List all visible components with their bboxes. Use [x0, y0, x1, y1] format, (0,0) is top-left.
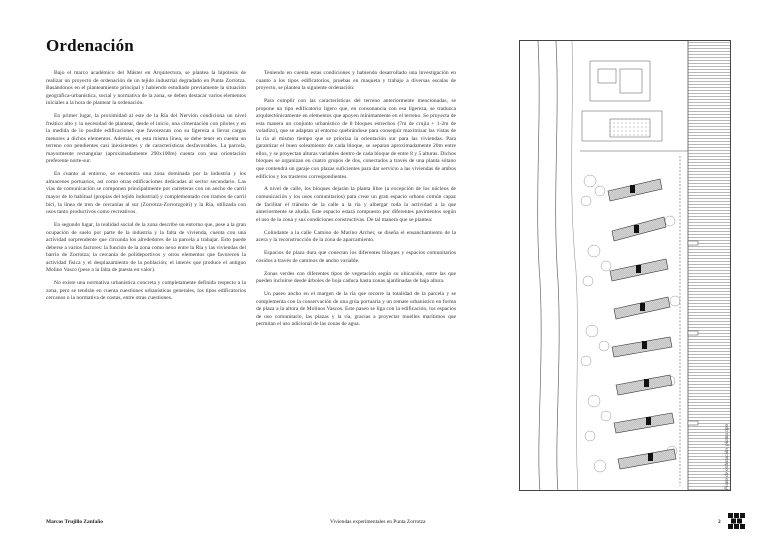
page-title: Ordenación [46, 36, 134, 55]
page-number: 2 [718, 519, 721, 525]
road-line [572, 41, 578, 491]
paragraph: En cuanto al entorno, se encuentra una zona dominada por la industria y los almacenes portuarios, así como otras edificaciones dedicadas al sector secundario. Las vías de comunicación se componen principalmente por carreteras con un ancho de carril mayor de lo habitual (propias del tejido industrial) y complementado con tramos de carril bici, la línea de tren de cercanías al sur (Zorrotza-Zorrotzgoiti) y la Ría, utilizada con usos tanto productivos como recreativos. [46, 171, 246, 216]
paragraph: A nivel de calle, los bloques dejarán la planta libre (a excepción de los núcleos de comunicación y los usos comunitarios) para crear un gran espacio urbano común capaz de facilitar el tránsito de la calle a la ría y albergar toda la actividad a la que anteriormente se aludía. Este espacio estará compuesto por diferentes pavimentos según el uso de la zona y sus condiciones constructivas. De tal manera que se plantea: [256, 186, 456, 223]
site-plan-svg [520, 41, 731, 491]
road-line [538, 41, 541, 491]
university-logo-icon [728, 513, 746, 529]
residential-blocks [608, 179, 676, 469]
paragraph: Zonas verdes con diferentes tipos de vegetación según su ubicación, entre las que pueden incluirse desde árboles de hoja caduca hasta zonas ajardinadas de baja altura. [256, 270, 456, 285]
site-plan-drawing [519, 40, 731, 491]
plan-caption-text: Plano de ordenación, planta tipo [725, 423, 730, 490]
middle-text-column [256, 70, 456, 334]
paragraph: En segundo lugar, la realidad social de la zona describe un entorno que, pese a la gran ocupación de suelo por parte de la industria y la falta de vivienda, cuenta con una actividad sorprendente que circunda los alrededores de la parcela a trabajar. Esto puede deberse a varios factores: la función de la zona como nexo entre la Ría y las viviendas del barrio de Zorrotza; la cercanía de polideportivos y otros elementos que favorecen la actividad física y el desplazamiento de la población; el interés que produce el antiguo Molino Vasco (pese a la falta de puesta en valor). [46, 222, 246, 274]
paragraph: No existe una normativa urbanística concreta y completamente definida respecto a la zona, pero se tendrán en cuenta cuestiones urbanísticas generales, los tipos edificatorios cercanos o la normativa de costas, entre otras cuestiones. [46, 280, 246, 302]
footer-author: Marcos Trujillo Zanfaño [46, 519, 103, 525]
block-8 [618, 449, 676, 469]
paragraph: Teniendo en cuenta estas condiciones y habiendo desarrollado una investigación en cuanto a los tipos edificatorios, pruebas en maqueta y trabajo a diversas escalas de proyecto, se plantea la siguiente ordenación: [256, 70, 456, 92]
block-7 [614, 413, 674, 433]
road-line [556, 41, 559, 491]
footer-project-title: Viviendas experimentales en Punta Zorrotza [330, 519, 426, 525]
paragraph: Colindante a la calle Camino de Marino Archer, se diseña el ensanchamiento de la acera y la reconstrucción de la zona de aparcamiento. [256, 229, 456, 244]
paragraph: Para cumplir con las características del terreno anteriormente mencionadas, se propone un tipo edificatorio ligero que, en consonancia con esa ligereza, se traduzca arquitectónicamente en elementos que apoyen mínimamente en el terreno. Se proyecta de esta manera un conjunto urbanístico de 8 bloques estrechos (7m de crujía + 1-2m de voladizo), que se adaptan al entorno quebrándose para conseguir maximizar las vistas de la ría al mismo tiempo que se prioriza la orientación sur para las viviendas. Para garantizar el buen soleamiento de cada bloque, se separan aproximadamente 20m entre ellos, y se proyectan alturas variables dentro de cada bloque de entre 8 y 5 alturas. Dichos bloques se organizan en cuatro grupos de dos, conectados a través de una planta sótano que contendrá un garaje con plazas suficientes para dar servicio a las viviendas de ambos edificios y los trasteros correspondientes. [256, 98, 456, 180]
paragraph: Un paseo ancho en el margen de la ría que recorre la totalidad de la parcela y se complementa con la conservación de una grúa portuaria y un remate urbanístico en forma de plaza a la altura de Molinos Vascos. Este paseo se liga con la edificación, los espacios de uso comunitario, las plazas y la ría, gracias a proyectar muelles marítimos que permitan el uso adicional de las zonas de agua. [256, 291, 456, 328]
left-text-column [46, 70, 246, 308]
plan-caption [725, 402, 735, 490]
paragraph: Bajo el marco académico del Máster en Arquitectura, se plantea la hipótesis de realizar un proyecto de ordenación de un tejido industrial degradado en Punta Zorrotza. Basándonos en el planteamiento principal y habiendo estudiado previamente la situación geográfica-urbanística, social y normativa de la zona, se deben destacar varios elementos iniciales a la hora de plantear la ordenación. [46, 70, 246, 107]
paragraph: En primer lugar, la proximidad al este de la Ría del Nervión condiciona un nivel freático alto y la necesidad de plantear, desde el inicio, una cimentación con pilotes y en la medida de lo posible edificaciones que favorezcan con su ligereza a llevar cargas menores a dichos elementos. Además, en esta misma línea, se debe tener en cuenta un terreno con pendientes casi inexistentes y de características desfavorables. La parcela, mayormente rectangular (aproximadamente 290x100m) cuenta con una orientación preferente norte-sur. [46, 113, 246, 165]
north-buildings [580, 61, 688, 151]
paragraph: Espacios de plaza dura que conectan los diferentes bloques y espacios comunitarios cosidos a través de caminos de ancho variable. [256, 250, 456, 264]
